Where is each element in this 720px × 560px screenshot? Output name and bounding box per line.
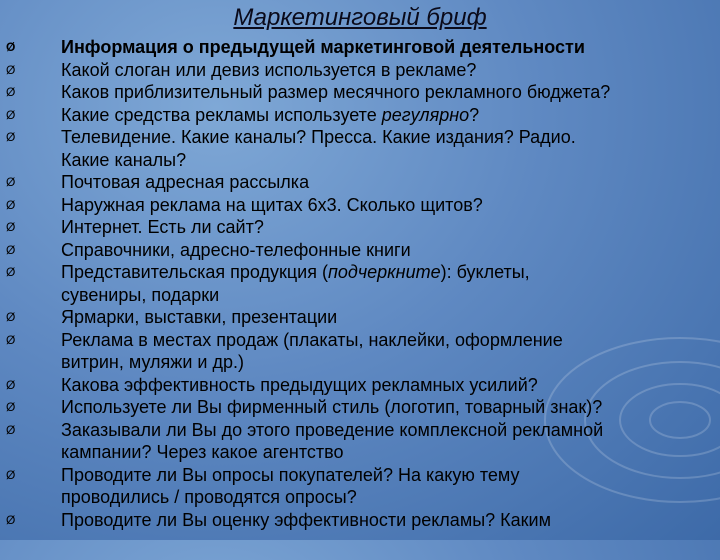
arrow-bullet-icon: Ø [6,107,16,122]
list-item [6,374,710,397]
list-item-text: проводились / проводятся опросы? [61,487,357,507]
list-item-text: Интернет. Есть ли сайт? [61,217,264,237]
list-item-text: Заказывали ли Вы до этого проведение комплексной рекламной [61,419,604,440]
list-item-text: Какой слоган или девиз используется в рекламе? [61,59,477,80]
arrow-bullet-icon: Ø [6,85,16,99]
list-item [6,216,710,239]
list-item-text: Представительская продукция (подчеркните): буклеты, [61,262,530,282]
list-item-text: Какова эффективность предыдущих рекламных усилий? [61,374,538,395]
list-item-text: витрин, муляжи и др.) [61,352,244,372]
arrow-bullet-icon: Ø [6,40,16,54]
list-item [6,396,710,419]
list-item [6,81,710,104]
list-item-text: Справочники, адресно-телефонные книги [61,239,411,260]
list-item-text: Каков приблизительный размер месячного рекламного бюджета? [61,82,611,102]
list-item [6,171,710,194]
list-item [6,306,710,329]
arrow-bullet-icon: Ø [6,265,16,279]
arrow-bullet-icon: Ø [6,400,16,414]
list-item [6,239,710,262]
list-item [6,36,710,59]
list-item-text: Реклама в местах продаж (плакаты, наклейки, оформление [61,329,563,350]
arrow-bullet-icon: Ø [6,242,16,257]
list-item [6,261,710,306]
list-item-text: сувениры, подарки [61,284,220,305]
list-item [6,194,710,217]
list-item-text: Почтовая адресная рассылка [61,172,310,192]
list-item [6,126,710,171]
arrow-bullet-icon: Ø [6,197,16,212]
arrow-bullet-icon: Ø [6,175,16,189]
list-item-text: Проводите ли Вы оценку эффективности рекламы? Каким [61,509,551,530]
list-item-text: Телевидение. Какие каналы? Пресса. Какие издания? Радио. [61,127,576,147]
list-item [6,59,710,82]
list-item [6,104,710,127]
list-item [6,509,710,532]
arrow-bullet-icon: Ø [6,310,16,324]
arrow-bullet-icon: Ø [6,467,16,482]
list-item-text: кампании? Через какое агентство [61,442,344,462]
list-item-text: Наружная реклама на щитах 6х3. Сколько щитов? [61,194,483,215]
arrow-bullet-icon: Ø [6,422,16,437]
arrow-bullet-icon: Ø [6,332,16,347]
page-title: Маркетинговый бриф [233,4,487,31]
list-item-text: Информация о предыдущей маркетинговой деятельности [61,37,585,57]
list-item-text: Какие каналы? [61,149,187,170]
list-item [6,329,710,374]
list-item [6,419,710,464]
arrow-bullet-icon: Ø [6,220,16,234]
list-item-text: Проводите ли Вы опросы покупателей? На какую тему [61,464,520,485]
list-item-text: Используете ли Вы фирменный стиль (логотип, товарный знак)? [61,397,603,417]
arrow-bullet-icon: Ø [6,130,16,144]
arrow-bullet-icon: Ø [6,377,16,392]
arrow-bullet-icon: Ø [6,62,16,77]
list-item [6,464,710,509]
arrow-bullet-icon: Ø [6,512,16,527]
list-item-text: Какие средства рекламы используете регулярно? [61,104,480,125]
brief-question-list [6,36,710,531]
list-item-text: Ярмарки, выставки, презентации [61,307,338,327]
